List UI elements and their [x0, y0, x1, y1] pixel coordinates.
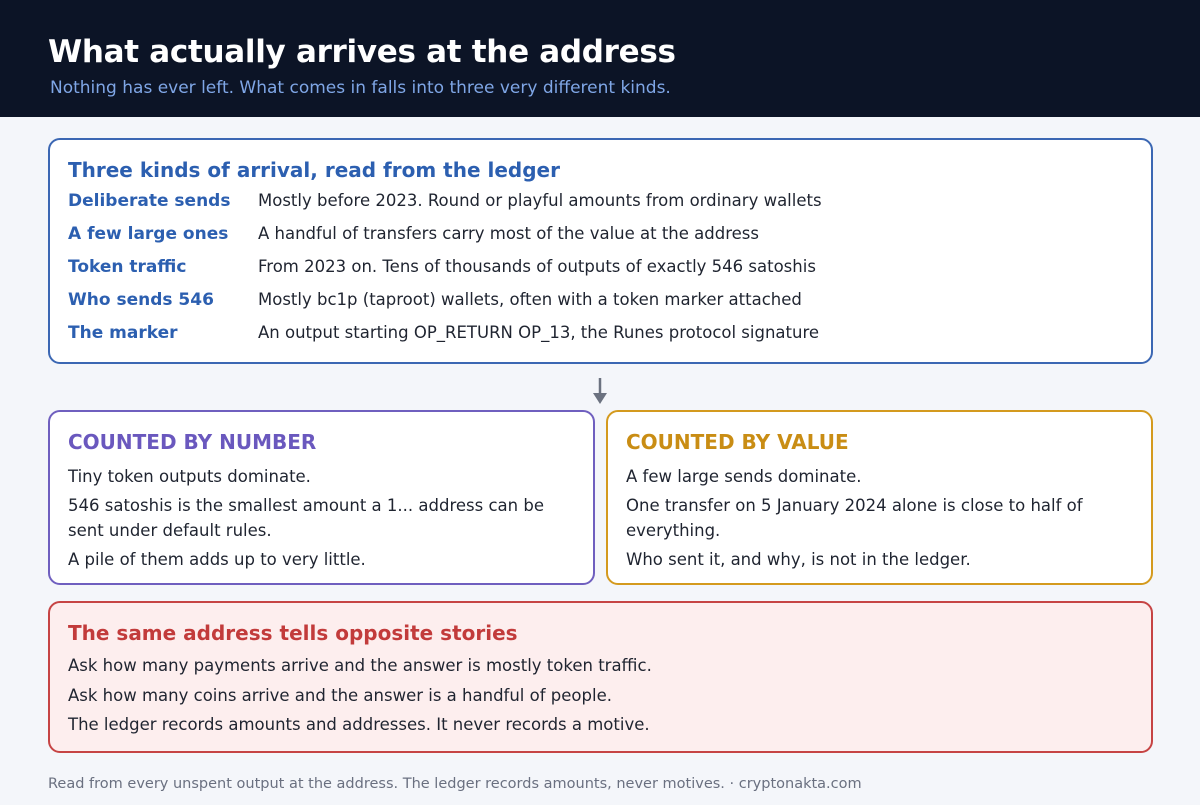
- kinds-card-title: Three kinds of arrival, read from the ledger: [68, 158, 560, 182]
- number-card-line: Tiny token outputs dominate.: [68, 467, 311, 486]
- value-card-line: Who sent it, and why, is not in the ledger.: [626, 550, 971, 569]
- number-card-line: 546 satoshis is the smallest amount a 1... address can be sent under default rules.: [68, 496, 544, 540]
- kind-row: [68, 323, 1128, 347]
- kind-row: [68, 290, 1128, 314]
- kind-description: Mostly bc1p (taproot) wallets, often with a token marker attached: [258, 290, 802, 309]
- kind-row: [68, 224, 1128, 248]
- kind-term: The marker: [68, 323, 178, 343]
- page-footer: Read from every unspent output at the address. The ledger records amounts, never motives. · cryptonakta.com: [48, 776, 862, 792]
- value-card-line: One transfer on 5 January 2024 alone is close to half of everything.: [626, 496, 1083, 540]
- kind-description: A handful of transfers carry most of the value at the address: [258, 224, 759, 243]
- kind-term: A few large ones: [68, 224, 229, 244]
- number-card-line: A pile of them adds up to very little.: [68, 550, 366, 569]
- counted-by-value-card: [606, 410, 1153, 585]
- kind-term: Token traffic: [68, 257, 187, 277]
- page-title: What actually arrives at the address: [48, 34, 676, 70]
- value-card-title: COUNTED BY VALUE: [626, 430, 849, 454]
- kind-row: [68, 191, 1128, 215]
- kind-description: From 2023 on. Tens of thousands of outputs of exactly 546 satoshis: [258, 257, 816, 276]
- kind-term: Who sends 546: [68, 290, 214, 310]
- kind-row: [68, 257, 1128, 281]
- page-header: [0, 0, 1200, 117]
- kind-description: An output starting OP_RETURN OP_13, the Runes protocol signature: [258, 323, 820, 342]
- value-card-body: [626, 464, 1126, 576]
- stories-card-line: Ask how many coins arrive and the answer is a handful of people.: [68, 685, 612, 705]
- page-subtitle: Nothing has ever left. What comes in falls into three very different kinds.: [50, 78, 671, 98]
- down-arrow-icon: [590, 376, 610, 408]
- number-card-body: [68, 464, 568, 576]
- value-card-line: A few large sends dominate.: [626, 467, 862, 486]
- stories-card-line: Ask how many payments arrive and the answer is mostly token traffic.: [68, 656, 652, 675]
- counted-by-number-card: [48, 410, 595, 585]
- stories-card-body: [68, 653, 1128, 742]
- opposite-stories-card: [48, 601, 1153, 753]
- kind-term: Deliberate sends: [68, 191, 231, 211]
- kind-description: Mostly before 2023. Round or playful amounts from ordinary wallets: [258, 191, 822, 210]
- number-card-title: COUNTED BY NUMBER: [68, 430, 317, 454]
- stories-card-line: The ledger records amounts and addresses. It never records a motive.: [68, 715, 650, 734]
- stories-card-title: The same address tells opposite stories: [68, 621, 518, 645]
- kinds-of-arrival-card: [48, 138, 1153, 364]
